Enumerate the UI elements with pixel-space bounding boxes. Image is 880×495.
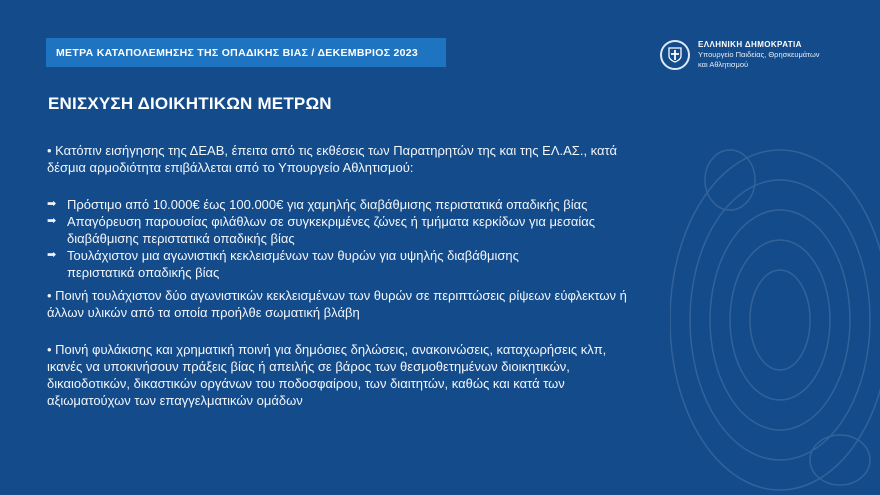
slide-title: ΕΝΙΣΧΥΣΗ ΔΙΟΙΚΗΤΙΚΩΝ ΜΕΤΡΩΝ [48, 94, 332, 113]
intro-paragraph: • Κατόπιν εισήγησης της ΔΕΑΒ, έπειτα από τις εκθέσεις των Παρατηρητών της και της ΕΛ.ΑΣ., κατά δέσμια αρμοδιότητα επιβάλλεται από το Υπουργείο Αθλητισμού: [47, 143, 617, 175]
measure-item: ➡ Απαγόρευση παρουσίας φιλάθλων σε συγκεκριμένες ζώνες ή τμήματα κερκίδων για μεσαίας διαβάθμισης περιστατικά οπαδικής βίας [47, 214, 596, 246]
ministry-logo [660, 40, 820, 70]
arrow-right-icon: ➡ [47, 249, 57, 261]
slide-body [47, 142, 657, 409]
greek-emblem-icon [660, 40, 690, 70]
logo-line3: και Αθλητισμού [698, 60, 749, 69]
logo-line2: Υπουργείο Παιδείας, Θρησκευμάτων [698, 50, 820, 59]
header-banner: ΜΕΤΡΑ ΚΑΤΑΠΟΛΕΜΗΣΗΣ ΤΗΣ ΟΠΑΔΙΚΗΣ ΒΙΑΣ / ΔΕΚΕΜΒΡΙΟΣ 2023 [46, 38, 446, 67]
arrow-right-icon: ➡ [47, 215, 57, 227]
topographic-pattern [670, 140, 880, 495]
measure-item: ➡ Πρόστιμο από 10.000€ έως 100.000€ για χαμηλής διαβάθμισης περιστατικά οπαδικής βίας [47, 197, 588, 212]
logo-line1: ΕΛΛΗΝΙΚΗ ΔΗΜΟΚΡΑΤΙΑ [698, 40, 802, 49]
measures-list [47, 196, 657, 281]
arrow-right-icon: ➡ [47, 198, 57, 210]
point-3: • Ποινή φυλάκισης και χρηματική ποινή για δημόσιες δηλώσεις, ανακοινώσεις, καταχωρήσεις κλπ, ικανές να υποκινήσουν πράξεις βίας ή απειλής σε βάρος των θεσμοθετημένων διοικητικών, δικαιοδοτικών, δικαστικών οργάνων του ποδοσφαίρου, των διαιτητών, καθώς και κατά των αξιωματούχων των επαγγελματικών ομάδων [47, 342, 607, 408]
measure-item: ➡ Τουλάχιστον μια αγωνιστική κεκλεισμένων των θυρών για υψηλής διαβάθμισης περιστατικά οπαδικής βίας [47, 248, 519, 280]
point-2: • Ποινή τουλάχιστον δύο αγωνιστικών κεκλεισμένων των θυρών σε περιπτώσεις ρίψεων εύφλεκτων ή άλλων υλικών από τα οποία προήλθε σωματική βλάβη [47, 288, 627, 320]
